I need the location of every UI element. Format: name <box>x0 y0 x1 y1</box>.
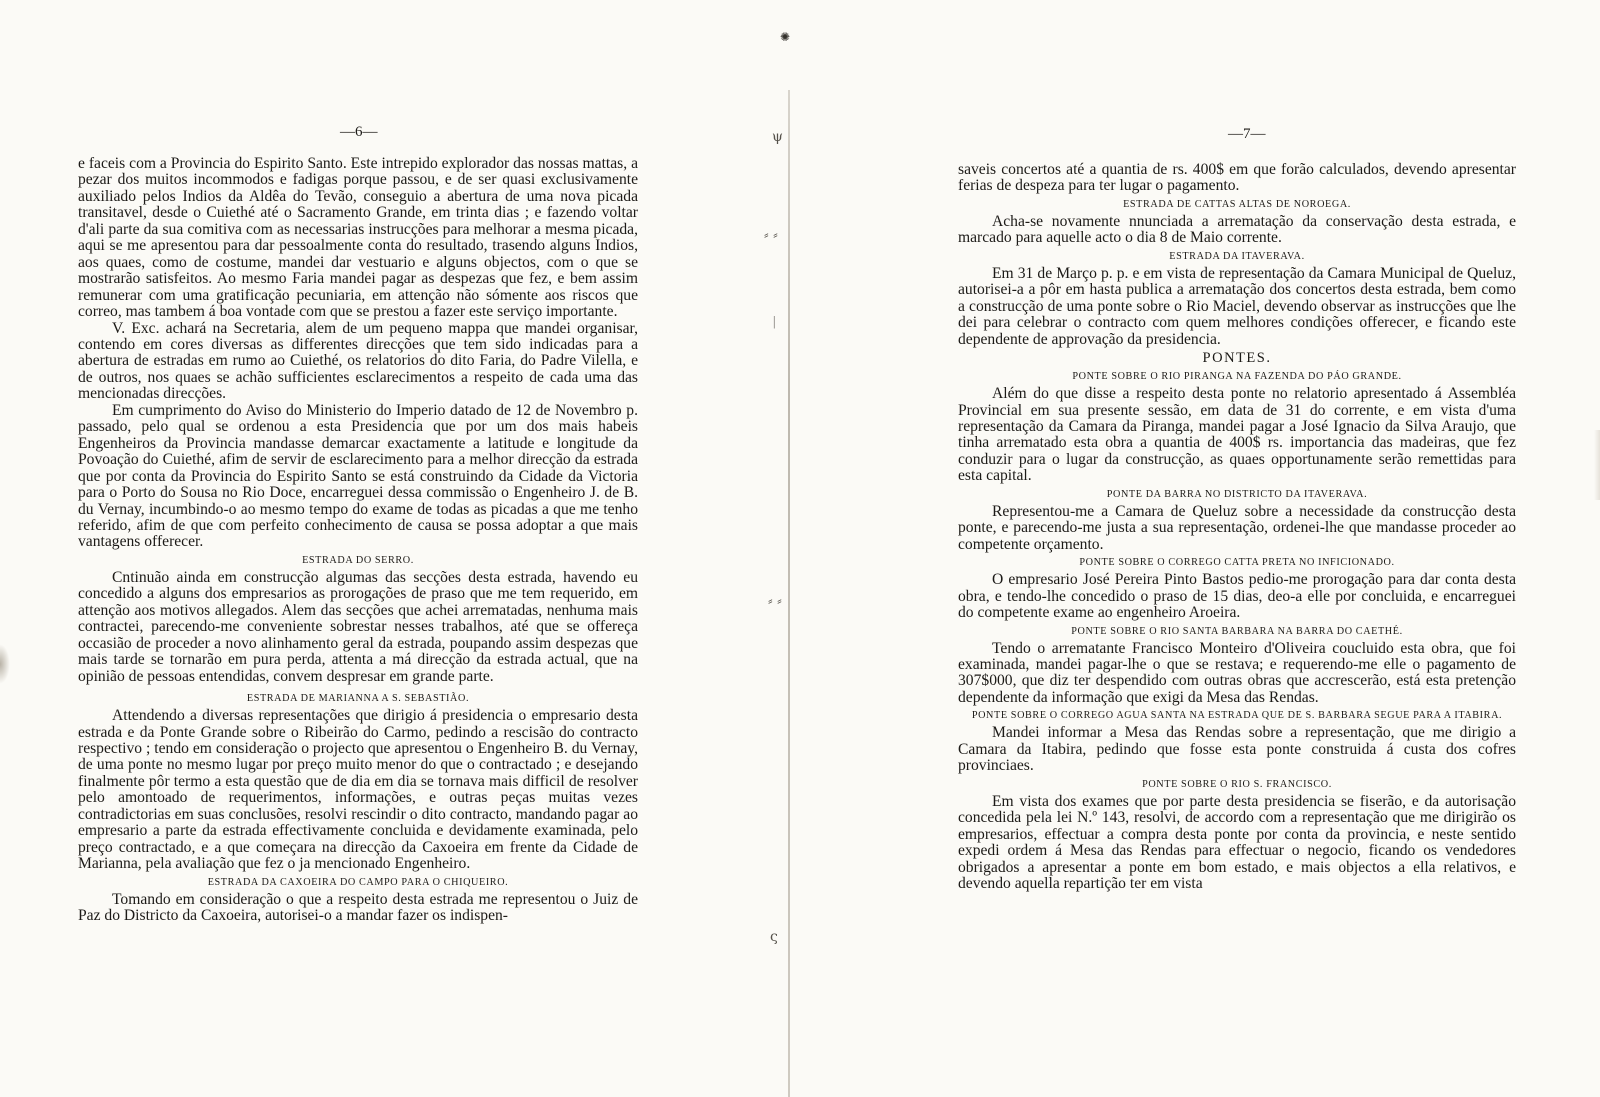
heading-ponte-santa-barbara: PONTE SOBRE O RIO SANTA BARBARA NA BARRA DO CAETHÉ. <box>1071 625 1403 637</box>
paragraph-secretaria-map: V. Exc. achará na Secretaria, alem de um pequeno mappa que mandei organisar, contendo em cores diversas as differentes direcções que tem sido indicadas para a abertura de estradas em rumo ao Cuiethé, os relatorios do dito Faria, do Padre Vilella, e de outros, nos quaes se achão sufficientes esclarecimentos a respeito de cada uma das mencionadas direcções. <box>78 319 638 403</box>
page-edge-shadow <box>1594 430 1600 500</box>
book-spine <box>788 90 790 1097</box>
paragraph-aviso-ministerio: Em cumprimento do Aviso do Ministerio do Imperio datado de 12 de Novembro p. passado, pelo qual se ordenou a esta Presidencia que por um dos mais habeis Engenheiros da Provincia mandasse demarcar exactamente a latitude e longitude da Povoação do Cuiethé, afim de servir de esclarecimento para a melhor direcção da estrada que por conta da Provincia do Espirito Santo se está construindo da Cidade da Victoria para o Porto do Sousa no Rio Doce, encarreguei dessa commissão o Engenheiro J. de B. du Vernay, incumbindo-o ao mesmo tempo do exame de todas as picadas a que me tenho referido, afim de que com perfeito conhecimento de causa se possa adoptar a que mais vantagens offerecer. <box>78 401 638 551</box>
heading-pontes: PONTES. <box>1202 350 1272 367</box>
paragraph-ponte-catta-preta: O empresario José Pereira Pinto Bastos pedio-me prorogação para dar conta desta obra, e tendo-lhe concedido o praso de 15 dias, deo-a elle por concluida, e encarreguei do competente exame ao engenheiro Aroeira. <box>958 571 1516 622</box>
paragraph-cuiethe-explorer: e faceis com a Provincia do Espirito Santo. Este intrepido explorador das nossas mattas, a pezar dos muitos incommodos e fadigas porque passou, e de ser quasi exclusivamente auxiliado pelos Indios da Aldêa do Tevão, conseguio a abertura de uma nova picada transitavel, desde o Cuiethé até o Sacramento Grande, em trinta dias ; e fazendo voltar d'ali parte da sua comitiva com as necessarias instrucções para melhorar a mesma picada, aqui se me apresentou para dar pessoalmente conta do resultado, trasendo alguns Indios, aos quaes, como de costume, mandei dar vestuario e alguns objectos, com o que se mostrarão satisfeitos. Ao mesmo Faria mandei pagar as despezas que fez, e bem assim remunerar com uma gratificação pecuniaria, em attenção não sómente aos riscos que correo, mas tambem á boa vontade com que se prestou a fazer este serviço importante. <box>78 155 638 321</box>
paragraph-continuation: saveis concertos até a quantia de rs. 400$ em que forão calculados, devendo apresentar ferias de despeza para ter lugar o pagamento. <box>958 161 1516 195</box>
ornament-mark: ✺ <box>780 30 791 44</box>
paragraph-ponte-santa-barbara: Tendo o arrematante Francisco Monteiro d'Oliveira coucluido esta obra, que foi examinada, mandei pagar-lhe o que se restava; e requerendo-me elle o pagamento de 307$000, que diz ter despendido com outras obras que accrescerão, está esta pretenção dependente da informação que exigi da Mesa das Rendas. <box>958 639 1516 706</box>
page-number-right: —7— <box>1228 126 1266 142</box>
heading-ponte-agua-santa: PONTE SOBRE O CORREGO AGUA SANTA NA ESTRADA QUE DE S. BARBARA SEGUE PARA A ITABIRA. <box>971 710 1503 722</box>
paragraph-ponte-sao-francisco: Em vista dos exames que por parte desta presidencia se fiserão, e da autorisação concedida pela lei N.º 143, resolvi, de accordo com a representação que me dirigirão os empresarios, effectuar a compra desta ponte por conta da provincia, e neste sentido expedi ordem á Mesa das Rendas para effectuar o negocio, ficando os vendedores obrigados a apresentar a ponte em bom estado, e mais objectos a ella relativos, e devendo aquella repartição ter em vista <box>958 792 1516 892</box>
heading-ponte-sao-francisco: PONTE SOBRE O RIO S. FRANCISCO. <box>1142 778 1332 790</box>
heading-ponte-piranga: PONTE SOBRE O RIO PIRANGA NA FAZENDA DO PÁO GRANDE. <box>1072 371 1402 383</box>
binding-stitch-mark: ς <box>770 929 778 945</box>
heading-estrada-itaverava: ESTRADA DA ITAVERAVA. <box>1169 250 1305 262</box>
right-page <box>790 0 1600 1097</box>
binding-stitch-mark: ⸗ ⸗ <box>768 593 782 609</box>
heading-ponte-catta-preta: PONTE SOBRE O CORREGO CATTA PRETA NO INFICIONADO. <box>1079 557 1395 569</box>
left-text-column <box>78 156 638 924</box>
paragraph-ponte-agua-santa: Mandei informar a Mesa das Rendas sobre a representação, que me dirigio a Camara da Itabira, pedindo que fosse esta ponte construida á custa dos cofres provinciaes. <box>958 724 1516 775</box>
page-number-left: —6— <box>340 124 378 140</box>
binding-stitch-mark: ⸗ ⸗ <box>764 227 778 243</box>
paragraph-ponte-barra: Representou-me a Camara de Queluz sobre a necessidade da construcção desta ponte, e parecendo-me justa a sua representação, ordenei-lhe que mandasse proceder ao competente orçamento. <box>958 502 1516 553</box>
page-edge-stain <box>0 644 10 684</box>
heading-estrada-serro: ESTRADA DO SERRO. <box>302 554 414 566</box>
heading-ponte-barra: PONTE DA BARRA NO DISTRICTO DA ITAVERAVA. <box>1106 488 1368 500</box>
binding-stitch-mark: ᛁ <box>770 315 779 331</box>
binding-stitch-mark: ψ <box>772 129 783 145</box>
paragraph-estrada-cattas-altas: Acha-se novamente nnunciada a arrematação da conservação desta estrada, e marcado para aquelle acto o dia 8 de Maio corrente. <box>958 212 1516 247</box>
heading-estrada-cattas-altas: ESTRADA DE CATTAS ALTAS DE NOROEGA. <box>1123 198 1351 210</box>
paragraph-ponte-piranga: Além do que disse a respeito desta ponte no relatorio apresentado á Assembléa Provincial em sua presente sessão, em data de 31 do corrente, e em vista d'uma representação da Camara da Piranga, mandei pagar a José Ignacio da Silva Araujo, que tinha arrematado esta obra a quantia de 400$ rs. importancia das madeiras, que fez conduzir para o lugar da construcção, as quaes opportunamente serão remettidas para esta capital. <box>958 385 1516 485</box>
paragraph-estrada-itaverava: Em 31 de Março p. p. e em vista de representação da Camara Municipal de Queluz, autorisei-a a pôr em hasta publica a arrematação dos concertos desta estrada, bem como a construcção de uma ponte sobre o Rio Maciel, devendo observar as instrucções que lhe dei para celebrar o contracto com quem melhores condições offerecer, e ficando este dependente de approvação da presidencia. <box>958 264 1516 348</box>
paragraph-estrada-caxoeira: Tomando em consideração o que a respeito desta estrada me representou o Juiz de Paz do Districto da Caxoeira, autorisei-o a mandar fazer os indispen- <box>78 890 638 925</box>
paragraph-estrada-serro: Cntinuão ainda em construcção algumas das secções desta estrada, havendo eu concedido a alguns dos empresarios as prorogações de praso que me tem requerido, em attenção aos motivos allegados. Alem das secções que achei arrematadas, nenhuma mais contractei, parecendo-me conveniente sobrestar nesses trabalhos, até que se offereça occasião de proceder a novo alinhamento geral da estrada, poupando assim despezas que mais tarde se tornarão em pura perda, attenta a má direcção da estrada actual, que na opinião de pessoas entendidas, convem despresar em grande parte. <box>78 568 638 685</box>
left-page <box>0 0 790 1097</box>
heading-estrada-marianna: ESTRADA DE MARIANNA A S. SEBASTIÃO. <box>246 693 470 705</box>
heading-estrada-caxoeira: ESTRADA DA CAXOEIRA DO CAMPO PARA O CHIQUEIRO. <box>207 876 509 888</box>
paragraph-estrada-marianna: Attendendo a diversas representações que dirigio á presidencia o empresario desta estrada e da Ponte Grande sobre o Ribeirão do Carmo, pedindo a rescisão do contracto respectivo ; tendo em consideração o projecto que apresentou o Engenheiro B. du Vernay, de uma ponte no mesmo lugar por preço muito menor do que o contractado ; e desejando finalmente pôr termo a esta questão que de dia em dia se tornava mais difficil de resolver pelo amontoado de requerimentos, informações, e outras peças muitas vezes contradictorias em suas conclusões, resolvi rescindir o dito contracto, mandando pagar ao empresario a parte da estrada effectivamente concluida e devidamente examinada, pelo preço contractado, e a que começara na direcção da Caxoeira em frente da Cidade de Marianna, pela avaliação que fez o ja mencionado Engenheiro. <box>78 707 638 873</box>
right-text-column <box>958 162 1516 892</box>
